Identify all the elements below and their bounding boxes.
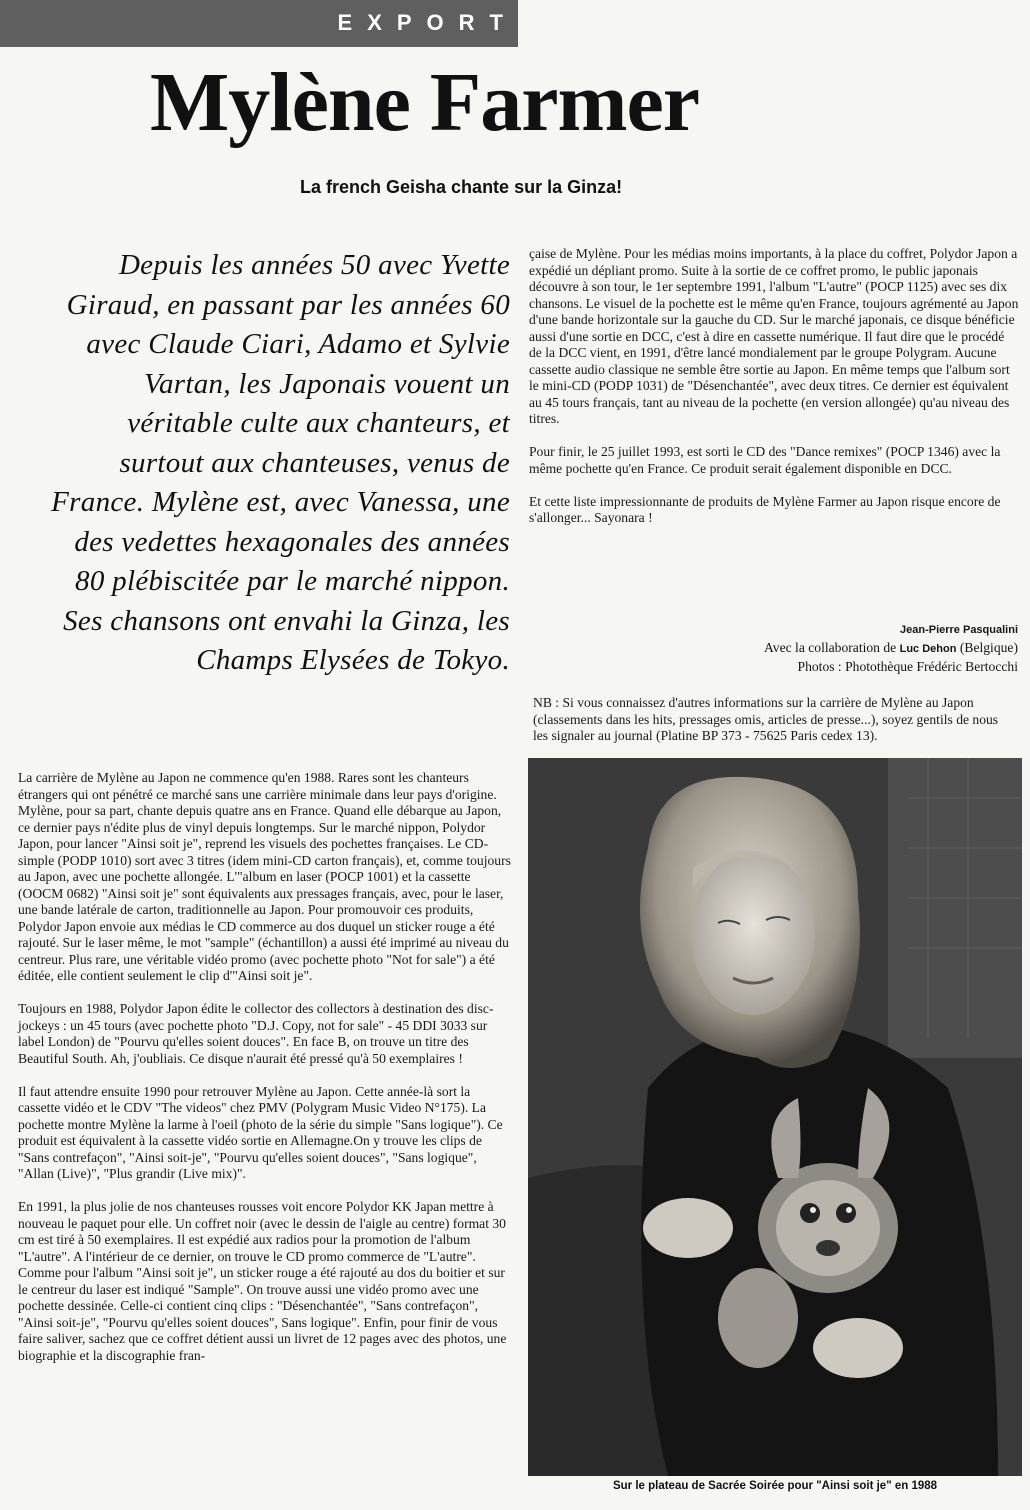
collab-name: Luc Dehon — [899, 643, 957, 655]
body-paragraph: Il faut attendre ensuite 1990 pour retrouver Mylène au Japon. Cette année-là sort la cassette vidéo et le CDV "The videos" chez PMV (Polygram Music Video N°175). La pochette montre Mylène la larme à l'oeil (photo de la série du simple "Sans logique"). Ce produit est équivalent à la cassette vidéo sortie en Allemagne.On y trouve les clips de "Sans contrefaçon", "Ainsi soit-je", "Pourvu qu'elles soient douces", "Sans logique", "Allan (Live)", "Plus grandir (Live mix)". — [18, 1083, 503, 1181]
collab-suffix: (Belgique) — [959, 640, 1018, 655]
collab-prefix: Avec la collaboration de — [763, 640, 897, 655]
body-paragraph: En 1991, la plus jolie de nos chanteuses rousses voit encore Polydor KK Japan mettre à nouveau le paquet pour elle. Un coffret noir (avec le dessin de l'aigle au centre) format 30 cm est tiré à 50 exemplaires. Il est expédié aux radios pour la promotion de l'album "L'autre". A l'intérieur de ce dernier, on trouve le CD promo commerce de "L'autre". Comme pour l'album "Ainsi soit je", un sticker rouge a été rajouté au dos du boitier et sur le centreur du laser est indiqué "Sample". On trouve aussi une vidéo promo avec une pochette dessinée. Celle-ci contient cinq clips : "Désenchantée", "Sans contrefaçon", "Ainsi soit-je", "Pourvu qu'elles soient douces", Sans logique". Enfin, pour finir de vous faire saliver, sachez que ce coffret détient aussi un livret de 12 pages avec des photos, une biographie et la discographie fran- — [18, 1199, 507, 1363]
photo-illustration — [528, 758, 1022, 1476]
nb-note: NB : Si vous connaissez d'autres informations sur la carrière de Mylène au Japon (classements dans les hits, pressages omis, articles de presse...), soyez gentils de nous les signaler au journal (Platine BP 373 - 75625 Paris cedex 13). — [533, 695, 999, 743]
body-paragraph: Et cette liste impressionnante de produits de Mylène Farmer au Japon risque encore de s'allonger... Sayonara ! — [529, 493, 1001, 525]
body-paragraph: Pour finir, le 25 juillet 1993, est sorti le CD des "Dance remixes" (POCP 1346) avec la même pochette qu'en France. Ce produit serait également disponible en DCC. — [529, 444, 1001, 476]
right-column — [529, 246, 1020, 543]
lead-paragraph: Depuis les années 50 avec Yvette Giraud, en passant par les années 60 avec Claude Ciari, Adamo et Sylvie Vartan, les Japonais vouent un véritable culte aux chanteurs, et surtout aux chanteuses, venus de France. Mylène est, avec Vanessa, une des vedettes hexagonales des années 80 plébiscitée par le marché nippon. Ses chansons ont envahi la Ginza, les Champs Elysées de Tokyo. — [51, 249, 510, 676]
credits — [764, 620, 1018, 676]
body-paragraph: La carrière de Mylène au Japon ne commence qu'en 1988. Rares sont les chanteurs étrangers qui ont pénétré ce marché sans une carrière minimale dans leur pays d'origine. Mylène, pour sa part, chante depuis quatre ans en France. Quand elle débarque au Japon, ce dernier pays n'édite plus de vinyl depuis longtemps. Sur le marché nippon, Polydor Japon, pour lancer "Ainsi soit je", reprend les visuels des pochettes françaises. Le CD-simple (PODP 1010) sort avec 3 titres (idem mini-CD carton français), et, comme toujours au Japon, avec une pochette allongée. L'"album en laser (POCP 1001) et la cassette (OOCM 0682) "Ainsi soit je" sont équivalents aux pressages français, avec, pour le laser, une bande latérale de carton, traditionnelle au Japon. Pour promouvoir ces produits, Polydor Japon envoie aux médias le CD commerce au dos duquel un sticker rouge a été rajouté. Sur le laser même, le mot "sample" (échantillon) a aussi été imprimé au niveau du centreur. Plus rare, une véritable vidéo promo (avec pochette photo "Not for sale") a été éditée, elle contient seulement le clip d'"Ainsi soit je". — [18, 770, 511, 983]
article-photo — [528, 758, 1022, 1476]
body-paragraph: çaise de Mylène. Pour les médias moins importants, à la place du coffret, Polydor Japon a expédié un dépliant promo. Suite à la sortie de ce coffret promo, le public japonais découvre à son tour, le 1er septembre 1991, l'album "L'autre" (POCP 1125) avec ses dix chansons. Le visuel de la pochette est le même qu'en France, toujours agrémenté au Japon d'une bande horizontale sur la gauche du CD. Sur le marché japonais, ce disque bénéficie aussi d'une sortie en DCC, c'est à dire en cassette numérique. Il faut dire que le procédé de la DCC vient, en 1991, d'être lancé mondialement par le groupe Polygram. Aucune cassette audio classique ne semble être sortie au Japon. En même temps que l'album sort le mini-CD (PODP 1031) de "Désenchantée", avec deux titres. Ce dernier est équivalent au 45 tours français, tant au niveau de la pochette (en version allongée) qu'au niveau des titres. — [529, 246, 1019, 426]
article-title: Mylène Farmer — [150, 56, 700, 149]
author-name: Jean-Pierre Pasqualini — [900, 624, 1018, 636]
article-subtitle: La french Geisha chante sur la Ginza! — [300, 177, 623, 197]
body-paragraph: Toujours en 1988, Polydor Japon édite le collector des collectors à destination des disc-jockeys : un 45 tours (avec pochette photo "D.J. Copy, not for sale" - 45 DDI 3033 sur label London) de "Pourvu qu'elles soient douces". En face B, on trouve un titre des Beautiful South. Ah, j'oubliais. Ce disque n'aurait été pressé qu'à 50 exemplaires ! — [18, 1001, 494, 1066]
section-label: EXPORT — [337, 10, 518, 35]
photo-caption: Sur le plateau de Sacrée Soirée pour "Ainsi soit je" en 1988 — [612, 1480, 938, 1492]
section-banner — [0, 0, 518, 47]
left-column — [18, 770, 511, 1381]
photo-credit: Photos : Photothèque Frédéric Bertocchi — [797, 659, 1018, 674]
